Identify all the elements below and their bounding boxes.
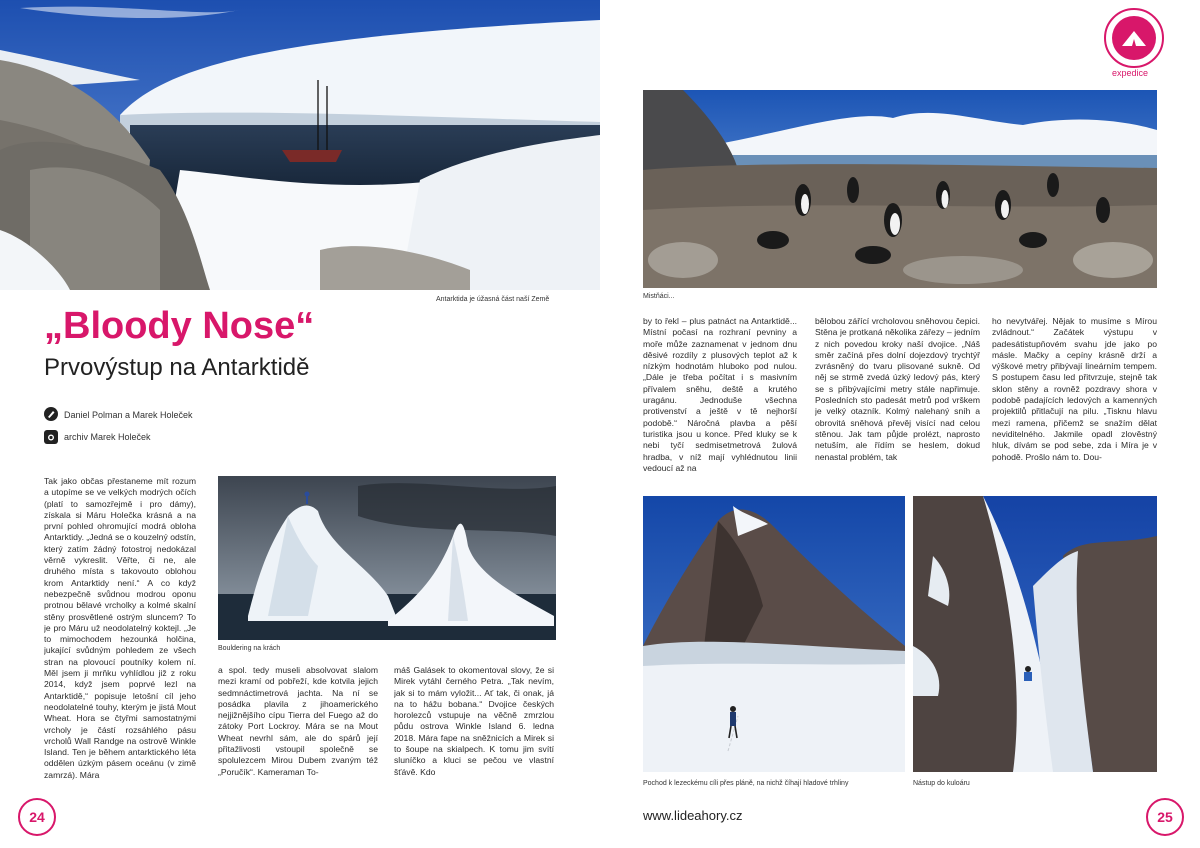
caption-bottom-left: Pochod k lezeckému cíli přes pláně, na nichž číhají hladové trhliny <box>643 780 849 787</box>
text-column-4: by to řekl – plus patnáct na Antarktidě... Místní počasí na rozhraní pevniny a moře může zaznamenat v jednom dnu děsivé rozdíly z plusových teplot až k nízkým hodnotám hluboko pod nulou. „Dále je třeba počítat i s masivním přívalem sněhu, deště a krutého uragánu. Jednoduše všechna protivenství a ještě v tě nejhorší podobě.“ Náročná plavba a pěší turistika jsou u konce. Před kluky se k nebi tyčí sedmisetmetrová žulová hradba, v níž mají vyhlédnutou linii vedoucí až na <box>643 316 797 473</box>
photo-credit: archiv Marek Holeček <box>64 432 151 442</box>
caption-top-left: Antarktida je úžasná část naší Země <box>436 296 550 303</box>
caption-bottom-right: Nástup do kuloáru <box>913 780 970 787</box>
text-column-6: ho nevytvářej. Nějak to musíme s Mírou zvládnout.“ Začátek výstupu v padesátistupňovém svahu jde jako po másle. Mačky a cepíny krásně drží a výškové metry přibývají lineárním tempem. S postupem času led přitvrzuje, stejně tak sklon stěny a rovněž pozdravy shora v podobě padajících ledových a kamenných projektilů přitlačují na pilu. „Tisknu hlavu mezi ramena, přičemž se snažím dělat neviditelného. Jakmile opadl zlověstný hluk, dívám se pod sebe, zda i Míra je v pohodě. Prošlo nám to. Dou- <box>992 316 1157 462</box>
article-subtitle: Prvovýstup na Antarktidě <box>44 354 310 381</box>
article-title: „Bloody Nose“ <box>44 305 315 347</box>
photo-penguins <box>643 90 1157 288</box>
section-label: expedice <box>1112 68 1149 78</box>
section-badge <box>1104 8 1164 68</box>
photo-antarctica-bay <box>0 0 600 290</box>
caption-iceberg: Bouldering na krách <box>218 645 281 652</box>
caption-top-right: Mistňáci... <box>643 293 675 300</box>
website-url[interactable]: www.lideahory.cz <box>643 808 743 823</box>
pen-icon <box>44 407 58 421</box>
text-column-1: Tak jako občas přestaneme mít rozum a utopíme se ve velkých modrých očích (platí to samozřejmě i pro dámy), získala si Máru Holečka krásná a na první pohled ohromující modrá obloha Antarktidy. „Jedná se o kouzelný odstín, který zatím žádný fotostroj nedokázal věrně vykreslit. Věřte, či ne, ale druhého místa s takovouto oblohou krom Antarktidy není.“ A co když nebezpečně svůdnou modrou oponu protnou bělavé vrcholky a kolmé skalní stěny prosvětlené ostrým sluncem? To je pro Máru už neodolatelný koktejl. „Je to mimochodem hezounká holčina, jukající svůdným pohledem ze všech stran na plovoucí poutníky kolem ní. Měl jsem ji mrňku vyhlídlou již z roku 2014, když jsem poprvé lezl na Antarktidě,“ popisuje letošní cíl jeho neodolatelné touhy, kterým je jistá Mout Wheat. Hora se čtyřmi samostatnými vrcholy je částí rozsáhlého pásu vrcholů Wall Randge na ostrově Winkle Island. Ten je během antarktického léta oddělen úzkým pásem oceánu (v zimě zamrzá). Mára <box>44 476 196 780</box>
text-column-5: bělobou zářící vrcholovou sněhovou čepici. Stěna je protkaná několika zářezy – jedním z nich povedou kroky naší dvojice. „Náš směr začíná přes dolní dojezdový trychtýř zvrásněný do tvaru plisované sukně. Od něj se strmě zvedá úzký ledový pás, který se s přibývajícími metry stále napřimuje. Posledních sto padesát metrů pod vrškem je velký otazník. Kolmý nalehaný sníh a obrovitá sněhová převěj visící nad celou stěnou. Jak tam půjde prolézt, naprosto netuším, ale řídím se heslem, dokud nenastal problém, tak <box>815 316 980 462</box>
author-credit: Daniel Polman a Marek Holeček <box>64 410 193 420</box>
page-number-right: 25 <box>1146 798 1184 836</box>
camera-icon <box>44 430 58 444</box>
tent-icon <box>1112 16 1156 60</box>
text-column-2: a spol. tedy museli absolvovat slalom mezi kramí od pobřeží, kde kotvila jejich sedmnáctimetrová jachta. Na ní se posádka plavila z jihoamerického nejjižnějšího cípu Tierra del Fuego až do zátoky Port Lockroy. Mára se na Mout Wheat nevrhl sám, ale do spárů její přitažlivosti vstoupil společně se spolulezcem Mirou Dubem zvaným též „Poručík“. Kameraman To- <box>218 665 378 777</box>
page-number-left: 24 <box>18 798 56 836</box>
text-column-3: máš Galásek to okomentoval slovy, že si Mirek vytáhl černého Petra. „Tak nevím, jak si to mám vyložit... Ať tak, či onak, já na to hážu bobana.“ Dvojice českých horolezců vstupuje na věčně zmrzlou půdu ostrova Winkle Island 6. ledna 2018. Mára fape na sněžnicích a Mirek si to šoupe na skialpech. K tomu jim svítí sluníčko a kluci se pečou ve vlastní šťávě. Kdo <box>394 665 554 777</box>
photo-couloir <box>913 496 1157 772</box>
photo-mountain-approach <box>643 496 905 772</box>
photo-iceberg-bouldering <box>218 476 556 640</box>
